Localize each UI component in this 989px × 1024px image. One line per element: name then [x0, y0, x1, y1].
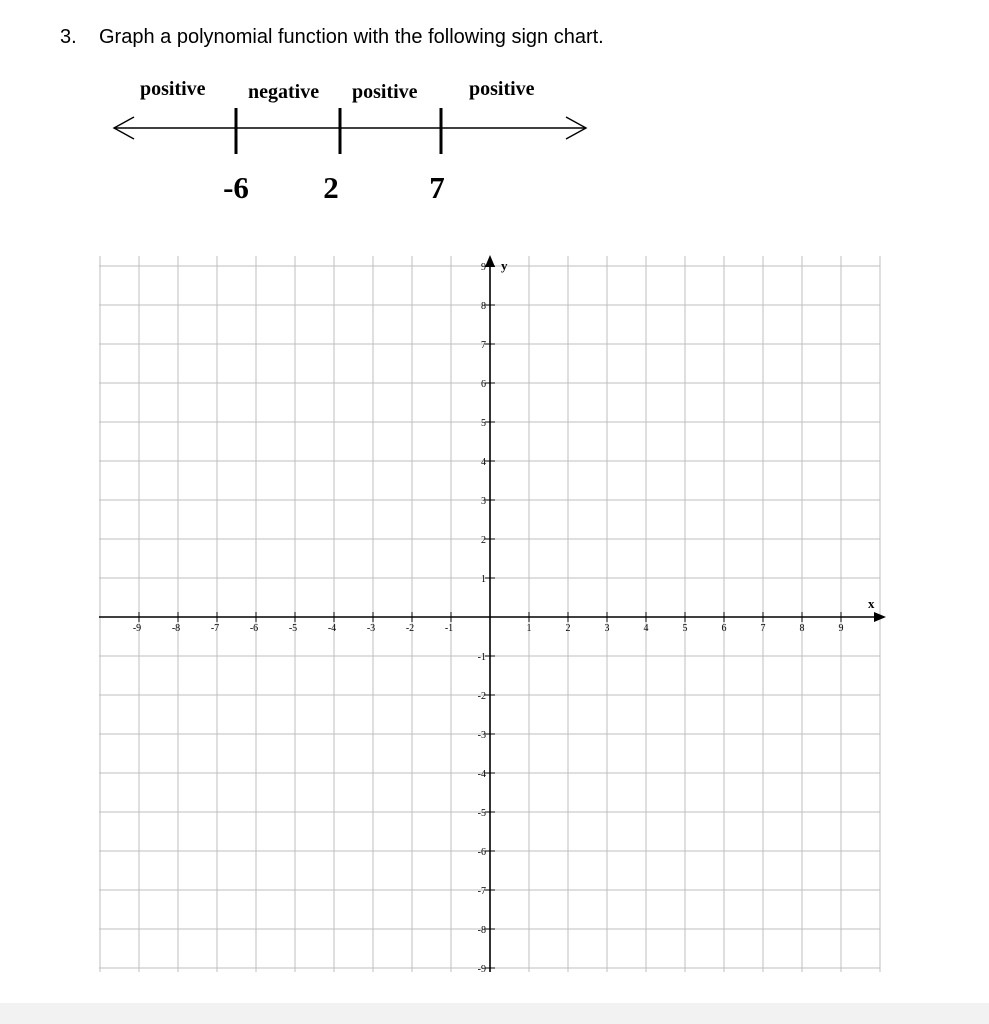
- sign-label-interval-4: positive: [469, 78, 535, 100]
- x-tick-label: -1: [444, 623, 454, 634]
- x-tick-label: 6: [721, 623, 727, 634]
- x-tick-label: -5: [288, 623, 298, 634]
- y-tick-label: 2: [481, 535, 486, 546]
- y-axis-label: y: [501, 258, 508, 273]
- y-tick-label: 6: [481, 379, 486, 390]
- y-tick-label: 8: [481, 301, 486, 312]
- x-tick-label: 1: [526, 623, 532, 634]
- x-tick-label: -4: [327, 623, 337, 634]
- y-tick-label: 4: [481, 457, 486, 468]
- y-tick-label: -6: [477, 847, 486, 858]
- y-tick-label: -8: [477, 925, 486, 936]
- y-tick-label: 9: [481, 262, 486, 273]
- y-axis-arrowhead: [485, 255, 495, 267]
- x-tick-label: -3: [366, 623, 376, 634]
- x-tick-label: 4: [643, 623, 649, 634]
- y-tick-label: -1: [477, 652, 486, 663]
- x-tick-label: 5: [682, 623, 688, 634]
- sign-label-interval-1: positive: [140, 78, 206, 100]
- sign-label-interval-2: negative: [248, 81, 320, 103]
- question-number: 3.: [60, 26, 77, 48]
- y-tick-label: -2: [477, 691, 486, 702]
- x-tick-label: 2: [565, 623, 571, 634]
- x-tick-label: 9: [838, 623, 844, 634]
- root-label-3: 7: [429, 170, 445, 205]
- question-prompt: Graph a polynomial function with the following sign chart.: [99, 26, 604, 48]
- y-tick-label: -4: [477, 769, 486, 780]
- y-tick-label: -3: [477, 730, 486, 741]
- x-tick-label: -2: [405, 623, 415, 634]
- root-label-1: -6: [223, 170, 249, 205]
- y-tick-label: -7: [477, 886, 486, 897]
- y-tick-label: 3: [481, 496, 486, 507]
- x-tick-label: 8: [799, 623, 805, 634]
- root-label-2: 2: [323, 170, 339, 205]
- y-tick-label: -5: [477, 808, 486, 819]
- x-tick-label: -8: [171, 623, 181, 634]
- x-tick-label: 3: [604, 623, 610, 634]
- y-tick-label: 5: [481, 418, 486, 429]
- y-tick-label: 7: [481, 340, 486, 351]
- x-tick-label: -6: [249, 623, 259, 634]
- y-tick-label: 1: [481, 574, 486, 585]
- x-tick-label: -9: [132, 623, 142, 634]
- x-tick-label: 7: [760, 623, 766, 634]
- sign-label-interval-3: positive: [352, 81, 418, 103]
- x-tick-label: -7: [210, 623, 220, 634]
- x-axis-label: x: [868, 596, 875, 611]
- y-tick-label: -9: [477, 964, 486, 975]
